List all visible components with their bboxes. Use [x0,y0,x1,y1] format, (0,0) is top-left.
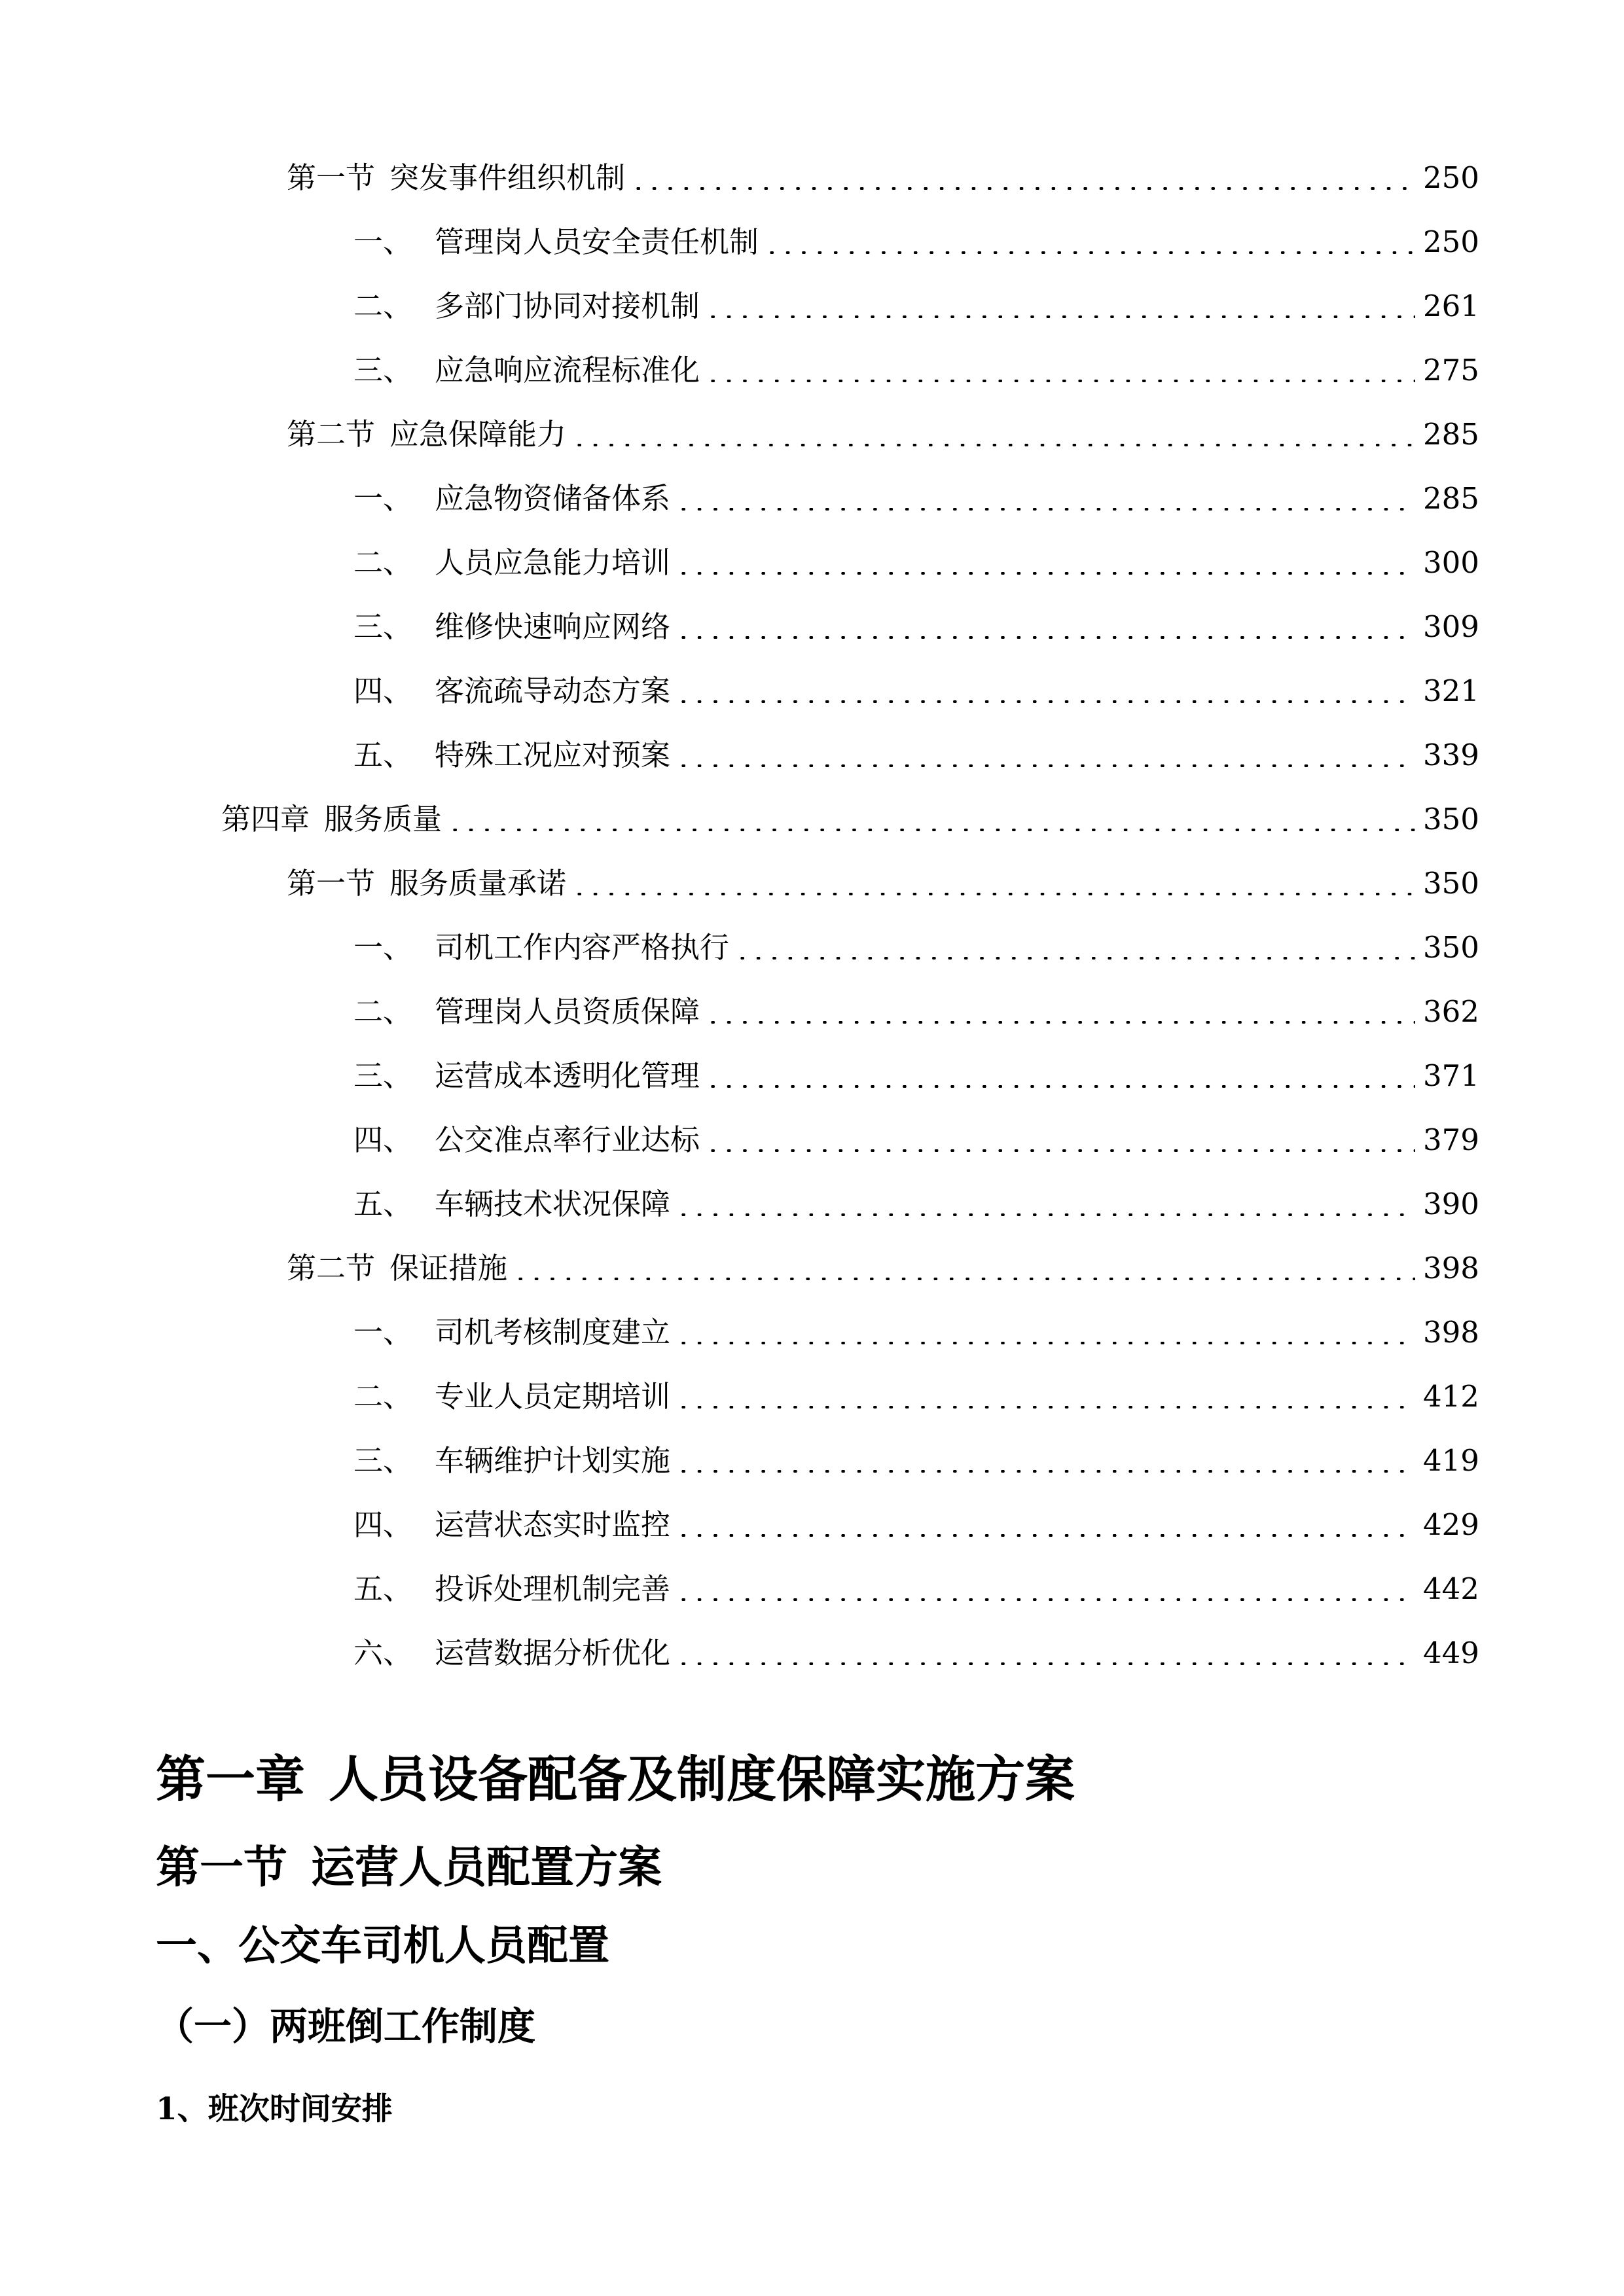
toc-leader-dots [447,829,1415,831]
toc-entry-label: 一、 管理岗人员安全责任机制 [353,224,759,259]
toc-entry[interactable] [353,219,1478,266]
toc-leader-dots [676,700,1415,703]
toc-page-number: 398 [1423,1251,1479,1285]
toc-leader-dots [513,1278,1415,1280]
toc-entry-label: 四、 运营状态实时监控 [353,1507,671,1542]
toc-page-number: 321 [1423,673,1479,708]
toc-entry[interactable] [353,347,1478,394]
toc-page-number: 285 [1423,481,1479,516]
toc-entry-label: 第一节 服务质量承诺 [287,866,567,901]
toc-entry-label: 三、 运营成本透明化管理 [353,1058,700,1093]
toc-leader-dots [676,1342,1415,1344]
toc-entry-label: 第四章 服务质量 [221,802,442,836]
toc-entry[interactable] [353,1630,1478,1677]
toc-leader-dots [676,1213,1415,1216]
toc-entry[interactable] [221,796,1478,843]
toc-leader-dots [705,1149,1415,1152]
toc-leader-dots [705,315,1415,318]
toc-entry[interactable] [353,988,1478,1035]
toc-entry[interactable] [353,1437,1478,1484]
toc-page-number: 309 [1423,609,1479,644]
toc-entry-label: 四、 客流疏导动态方案 [353,673,671,708]
toc-entry[interactable] [353,539,1478,586]
toc-entry[interactable] [353,1052,1478,1100]
toc-entry[interactable] [287,411,1478,458]
toc-entry-label: 二、 人员应急能力培训 [353,545,671,580]
toc-page-number: 390 [1423,1187,1479,1221]
toc-entry-label: 一、 应急物资储备体系 [353,481,671,516]
toc-entry-label: 三、 维修快速响应网络 [353,609,671,644]
toc-entry[interactable] [287,1245,1478,1292]
item-heading: 1、班次时间安排 [156,2091,393,2127]
chapter-heading [156,1740,1075,1811]
toc-leader-dots [676,636,1415,639]
subsection-heading: 一、公交车司机人员配置 [156,1921,609,1969]
toc-entry-label: 一、 司机考核制度建立 [353,1315,671,1350]
toc-leader-dots [676,508,1415,511]
section-title: 运营人员配置方案 [311,1841,662,1893]
toc-entry-label: 第一节 突发事件组织机制 [287,160,626,195]
toc-leader-dots [734,957,1415,960]
toc-entry-label: 五、 特殊工况应对预案 [353,738,671,772]
toc-leader-dots [571,893,1415,895]
toc-entry-label: 五、 车辆技术状况保障 [353,1187,671,1221]
toc-entry[interactable] [353,1566,1478,1613]
toc-entry[interactable] [353,475,1478,522]
toc-entry[interactable] [353,668,1478,715]
toc-entry-label: 六、 运营数据分析优化 [353,1636,671,1670]
toc-page-number: 350 [1423,866,1479,901]
toc-page-number: 362 [1423,994,1479,1029]
toc-page-number: 449 [1423,1636,1479,1670]
toc-entry-label: 第二节 保证措施 [287,1251,508,1285]
toc-leader-dots [705,380,1415,382]
toc-leader-dots [571,444,1415,446]
section-number: 第一节 [156,1841,287,1893]
chapter-number: 第一章 [156,1750,305,1808]
toc-entry-label: 四、 公交准点率行业达标 [353,1122,700,1157]
toc-entry-label: 五、 投诉处理机制完善 [353,1571,671,1606]
toc-entry-label: 三、 车辆维护计划实施 [353,1443,671,1478]
toc-page-number: 339 [1423,738,1479,772]
toc-page-number: 419 [1423,1443,1479,1478]
toc-entry-label: 二、 管理岗人员资质保障 [353,994,700,1029]
toc-leader-dots [705,1085,1415,1088]
toc-entry-label: 二、 多部门协同对接机制 [353,289,700,323]
toc-page-number: 300 [1423,545,1479,580]
toc-leader-dots [676,1406,1415,1408]
toc-page-number: 250 [1423,160,1479,195]
toc-entry[interactable] [353,1181,1478,1228]
toc-entry[interactable] [353,603,1478,651]
toc-leader-dots [676,764,1415,767]
toc-leader-dots [705,1021,1415,1024]
toc-entry[interactable] [353,1373,1478,1420]
toc-page-number: 275 [1423,353,1479,387]
toc-entry[interactable] [353,924,1478,971]
toc-entry[interactable] [353,1117,1478,1164]
toc-leader-dots [676,1470,1415,1473]
toc-page-number: 398 [1423,1315,1479,1350]
toc-entry[interactable] [353,1501,1478,1549]
toc-entry-label: 第二节 应急保障能力 [287,417,567,452]
toc-page-number: 442 [1423,1571,1479,1606]
toc-entry-label: 二、 专业人员定期培训 [353,1379,671,1414]
toc-page-number: 429 [1423,1507,1479,1542]
toc-leader-dots [764,251,1415,254]
toc-leader-dots [676,1662,1415,1665]
toc-entry[interactable] [287,154,1478,202]
toc-leader-dots [630,187,1415,190]
toc-entry-label: 一、 司机工作内容严格执行 [353,930,730,965]
section-heading [156,1833,662,1895]
toc-page-number: 412 [1423,1379,1479,1414]
toc-leader-dots [676,1534,1415,1537]
chapter-title: 人员设备配备及制度保障实施方案 [329,1750,1075,1808]
toc-page-number: 261 [1423,289,1479,323]
toc-leader-dots [676,572,1415,575]
toc-entry[interactable] [287,860,1478,907]
toc-page-number: 379 [1423,1122,1479,1157]
subsubsection-heading: （一）两班倒工作制度 [156,2004,536,2049]
toc-page-number: 250 [1423,224,1479,259]
toc-page-number: 371 [1423,1058,1479,1093]
toc-entry[interactable] [353,732,1478,779]
toc-entry-label: 三、 应急响应流程标准化 [353,353,700,387]
toc-entry[interactable] [353,283,1478,330]
toc-entry[interactable] [353,1309,1478,1356]
toc-page-number: 350 [1423,930,1479,965]
toc-page-number: 350 [1423,802,1479,836]
toc-page-number: 285 [1423,417,1479,452]
toc-leader-dots [676,1598,1415,1601]
